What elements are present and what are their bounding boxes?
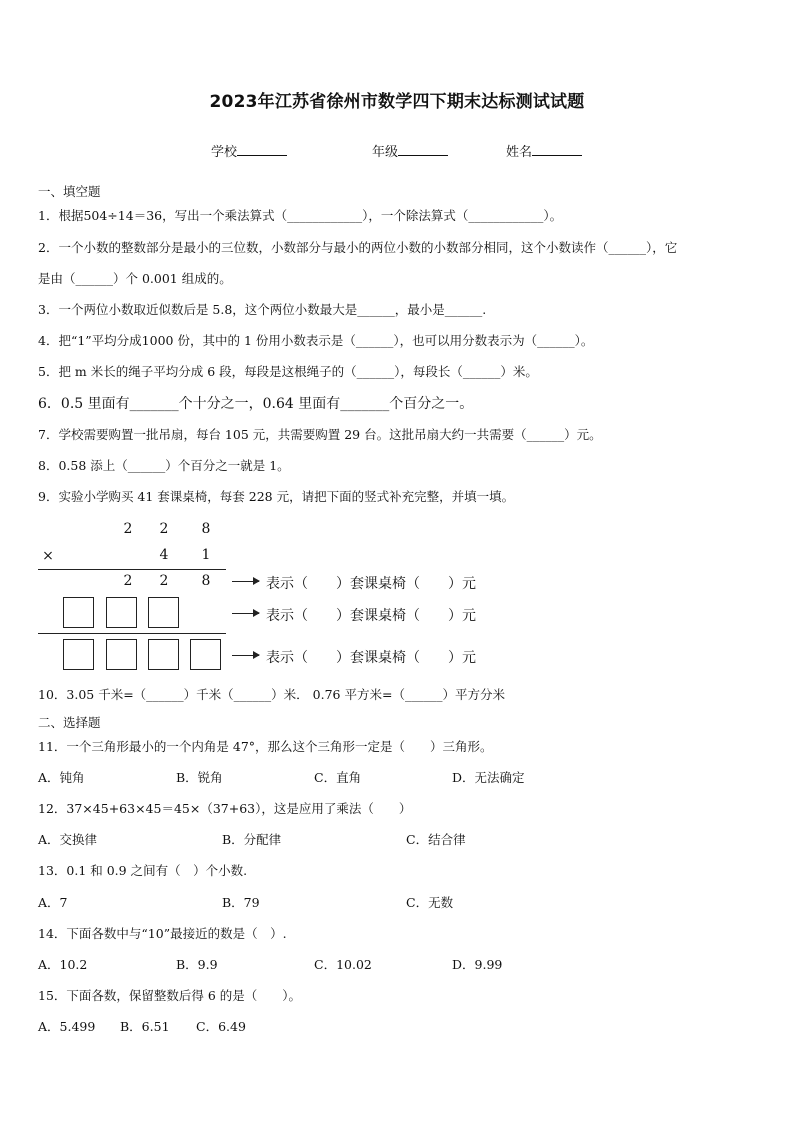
question-9: 9．实验小学购买 41 套课桌椅，每套 228 元，请把下面的竖式补充完整，并填一填。 [38, 489, 515, 504]
question-5: 5．把 m 米长的绳子平均分成 6 段，每段是这根绳子的（______），每段长（______）米。 [38, 364, 538, 379]
question-13: 13．0.1 和 0.9 之间有（ ）个小数. [38, 863, 248, 878]
option-13-c[interactable]: C．无数 [406, 895, 454, 910]
question-8: 8．0.58 添上（______）个百分之一就是 1。 [38, 458, 290, 473]
answer-box[interactable] [190, 639, 221, 670]
times-sign: × [42, 548, 54, 564]
calc-digit: 2 [123, 521, 133, 537]
question-6: 6．0.5 里面有_______个十分之一，0.64 里面有_______个百分之一。 [38, 396, 474, 412]
option-11-c[interactable]: C．直角 [314, 770, 362, 785]
answer-box[interactable] [106, 639, 137, 670]
answer-box[interactable] [148, 639, 179, 670]
calc-rule-1 [38, 569, 226, 570]
arrow-icon [232, 581, 259, 582]
option-15-c[interactable]: C．6.49 [196, 1019, 246, 1034]
calc-annotation-1: 表示（ ）套课桌椅（ ）元 [266, 576, 476, 592]
question-12: 12．37×45+63×45＝45×（37+63），这是应用了乘法（ ） [38, 801, 412, 816]
name-field[interactable] [506, 141, 582, 160]
answer-box[interactable] [106, 597, 137, 628]
question-2-line-2: 是由（______）个 0.001 组成的。 [38, 271, 232, 286]
question-11: 11．一个三角形最小的一个内角是 47°，那么这个三角形一定是（ ）三角形。 [38, 739, 493, 754]
calc-digit: 1 [201, 547, 211, 563]
answer-box[interactable] [148, 597, 179, 628]
name-blank[interactable] [532, 143, 582, 156]
option-12-b[interactable]: B．分配律 [222, 832, 282, 847]
question-3: 3．一个两位小数取近似数后是 5.8，这个两位小数最大是______，最小是______. [38, 302, 487, 317]
grade-field[interactable] [372, 141, 448, 160]
calc-annotation-2: 表示（ ）套课桌椅（ ）元 [266, 608, 476, 624]
name-label: 姓名 [506, 145, 533, 160]
option-14-a[interactable]: A．10.2 [38, 957, 88, 972]
option-12-c[interactable]: C．结合律 [406, 832, 466, 847]
section-fill-heading: 一、填空题 [38, 184, 101, 199]
question-7: 7．学校需要购置一批吊扇，每台 105 元，共需要购置 29 台。这批吊扇大约一共需要（______）元。 [38, 427, 602, 442]
calc-digit: 2 [159, 573, 169, 589]
option-11-a[interactable]: A．钝角 [38, 770, 85, 785]
option-13-a[interactable]: A．7 [38, 895, 68, 910]
calc-digit: 2 [123, 573, 133, 589]
question-14: 14．下面各数中与“10”最接近的数是（ ）. [38, 926, 287, 941]
calc-digit: 8 [201, 573, 211, 589]
option-11-d[interactable]: D．无法确定 [452, 770, 525, 785]
school-field[interactable] [211, 141, 287, 160]
option-14-c[interactable]: C．10.02 [314, 957, 372, 972]
page-title: 2023年江苏省徐州市数学四下期末达标测试试题 [209, 92, 585, 112]
question-15: 15．下面各数，保留整数后得 6 的是（ ）。 [38, 988, 302, 1003]
calc-digit: 2 [159, 521, 169, 537]
arrow-icon [232, 613, 259, 614]
question-10: 10．3.05 千米=（______）千米（______）米． 0.76 平方米=（______）平方分米 [38, 687, 505, 702]
answer-box[interactable] [63, 597, 94, 628]
option-15-a[interactable]: A．5.499 [38, 1019, 96, 1034]
question-4: 4．把“1”平均分成1000 份，其中的 1 份用小数表示是（______），也可以用分数表示为（______）。 [38, 333, 594, 348]
question-1: 1．根据504÷14＝36，写出一个乘法算式（____________），一个除法算式（____________）。 [38, 208, 563, 223]
grade-blank[interactable] [398, 143, 448, 156]
option-14-b[interactable]: B．9.9 [176, 957, 218, 972]
section-choice-heading: 二、选择题 [38, 715, 101, 730]
calc-rule-2 [38, 633, 226, 634]
option-15-b[interactable]: B．6.51 [120, 1019, 170, 1034]
school-label: 学校 [211, 145, 238, 160]
option-13-b[interactable]: B．79 [222, 895, 260, 910]
option-11-b[interactable]: B．锐角 [176, 770, 223, 785]
school-blank[interactable] [237, 143, 287, 156]
calc-annotation-3: 表示（ ）套课桌椅（ ）元 [266, 650, 476, 666]
calc-digit: 8 [201, 521, 211, 537]
calc-digit: 4 [159, 547, 169, 563]
option-12-a[interactable]: A．交换律 [38, 832, 98, 847]
answer-box[interactable] [63, 639, 94, 670]
question-2-line-1: 2．一个小数的整数部分是最小的三位数，小数部分与最小的两位小数的小数部分相同，这个小数读作（______），它 [38, 240, 678, 255]
grade-label: 年级 [372, 145, 399, 160]
option-14-d[interactable]: D．9.99 [452, 957, 503, 972]
arrow-icon [232, 655, 259, 656]
